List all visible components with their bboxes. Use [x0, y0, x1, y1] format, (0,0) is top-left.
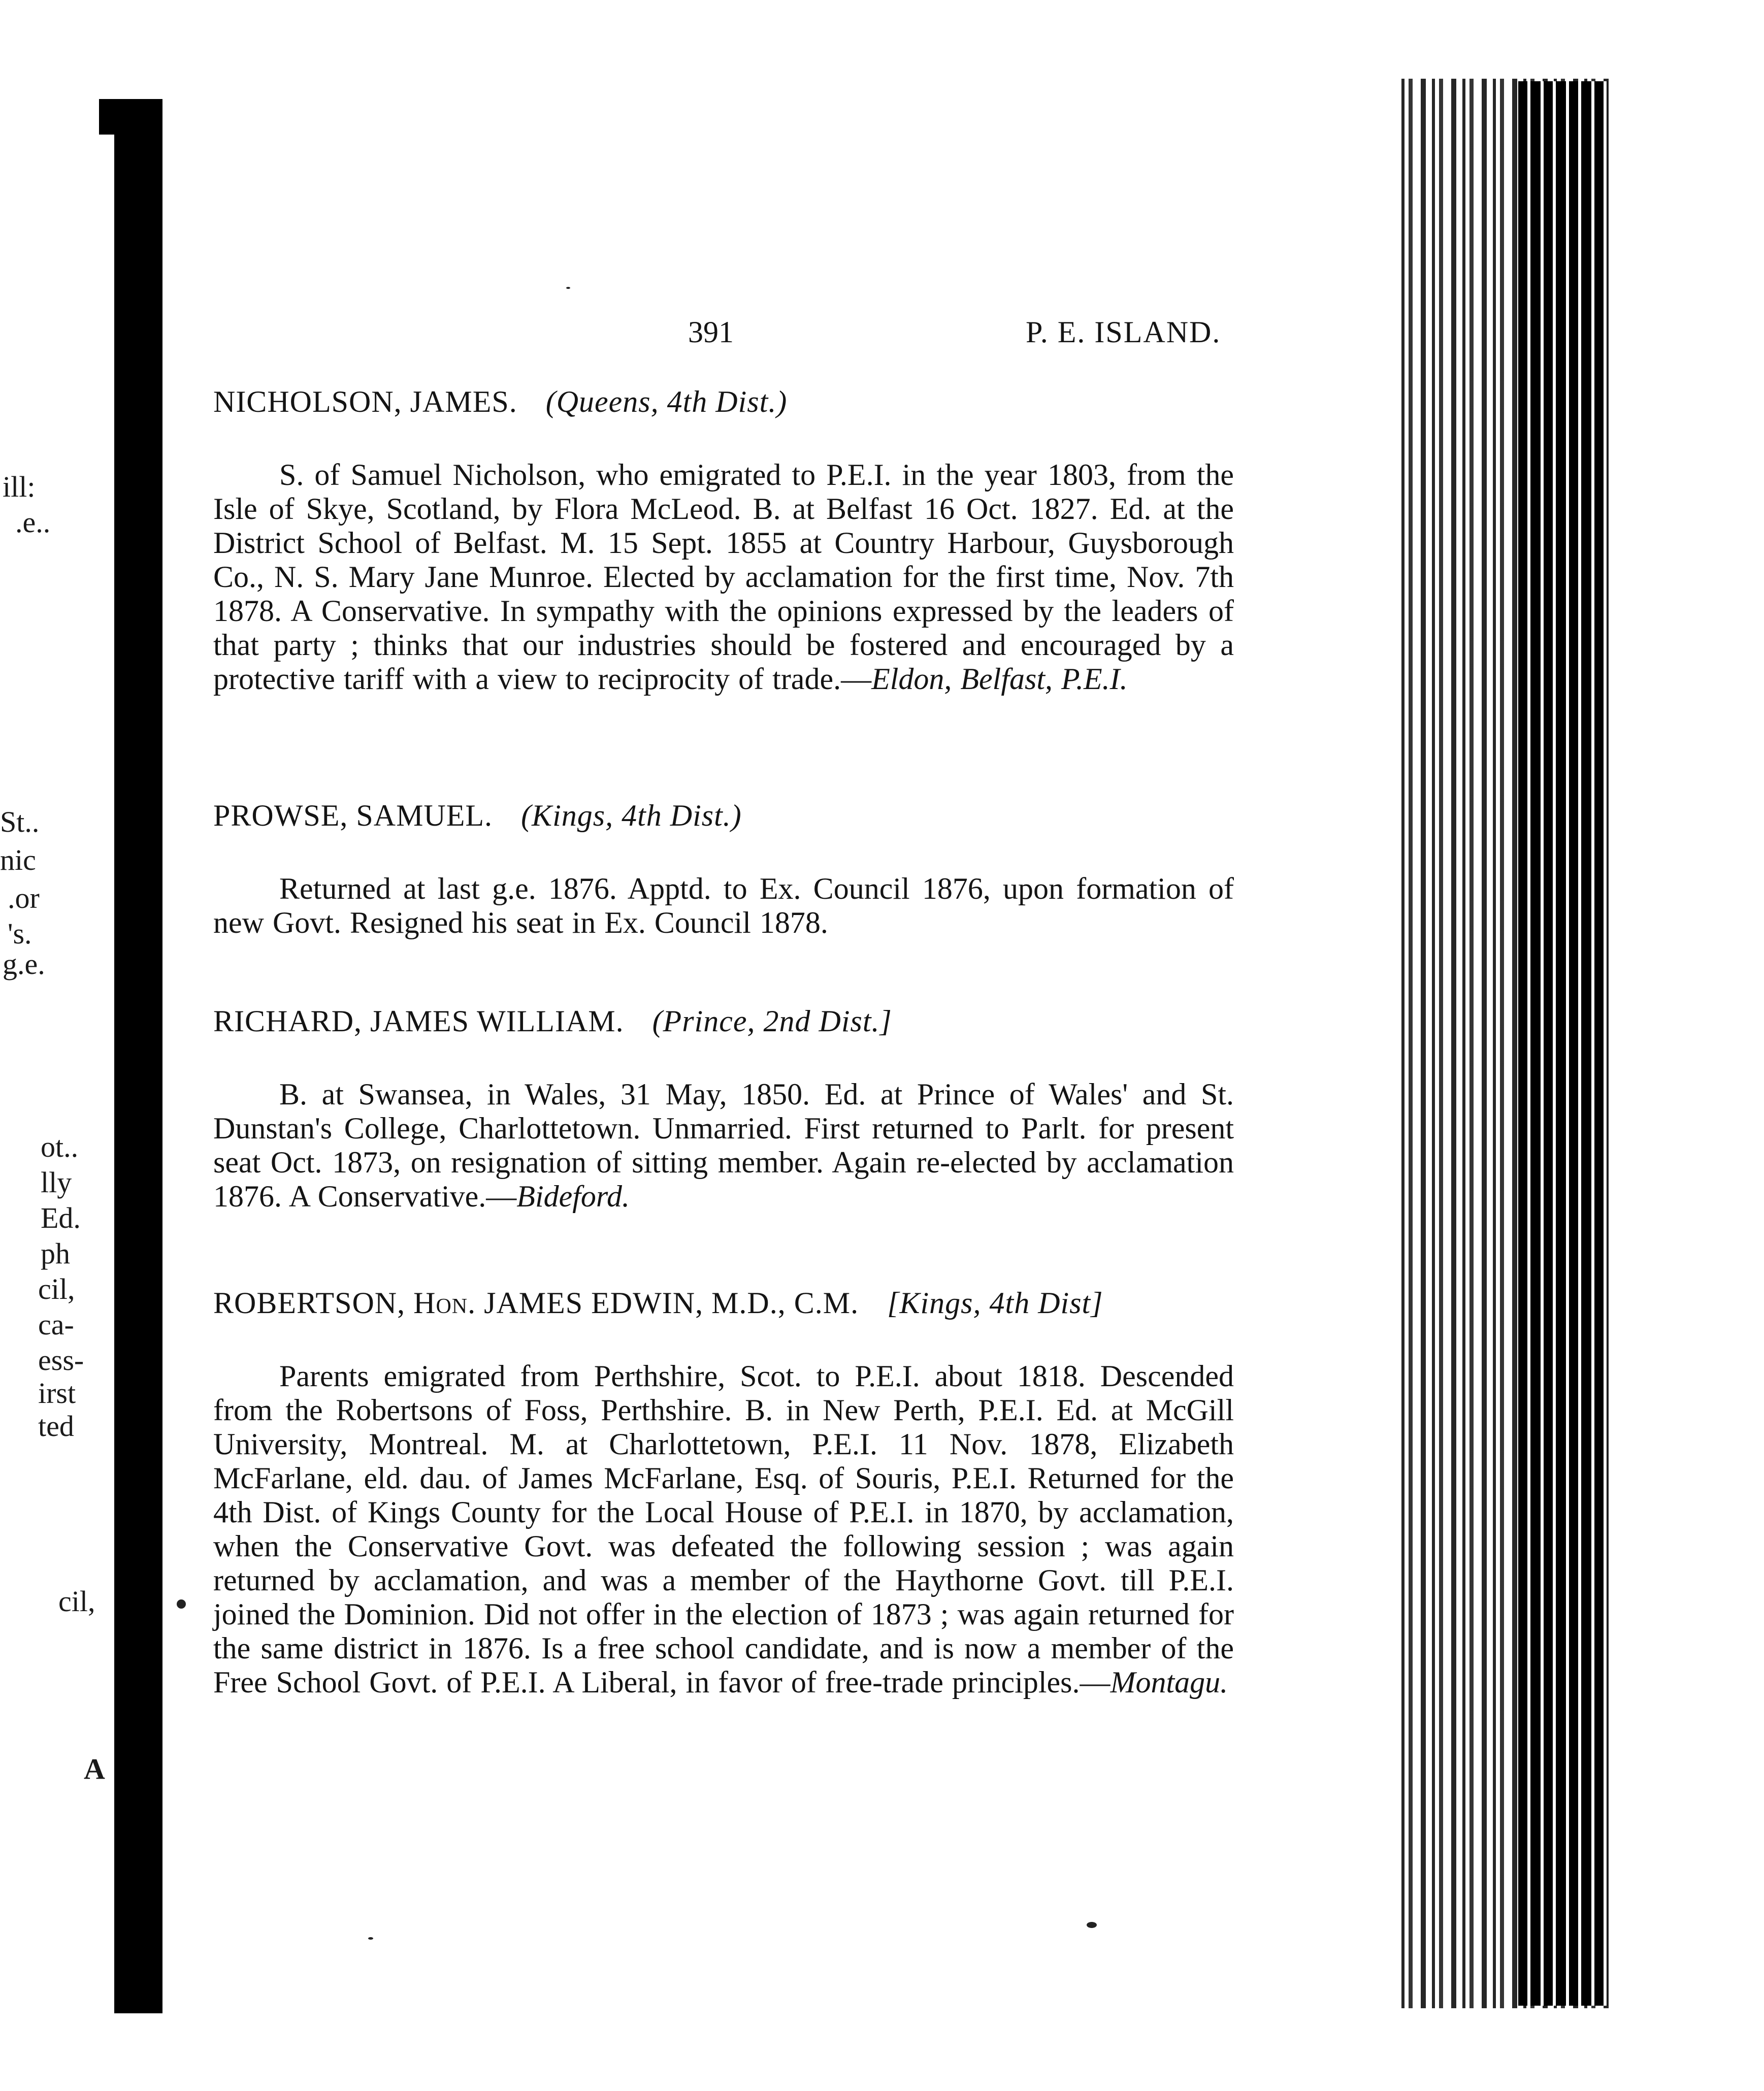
page-edge-dark-stripes [1518, 81, 1607, 2006]
scan-speck [368, 1937, 373, 1940]
entry-district: (Prince, 2nd Dist.] [652, 1004, 892, 1038]
entry-heading [213, 383, 1234, 420]
entry-body-text: B. at Swansea, in Wales, 31 May, 1850. Ed. at Prince of Wales' and St. Dunstan's College, Charlottetown. Unmarried. First returned to Parlt. for present seat Oct. 1873, on resignation of sitting member. Again re-elected by acclamation 1876. A Conservative.— [213, 1077, 1234, 1213]
biography-entry [213, 1285, 1234, 1700]
margin-fragment: 's. [8, 917, 32, 950]
margin-fragment: Ed. [41, 1201, 81, 1234]
entry-name: NICHOLSON, JAMES. [213, 385, 517, 418]
book-binding-shadow [114, 99, 162, 2013]
entry-district: (Kings, 4th Dist.) [521, 799, 742, 832]
entry-residence: Bideford. [516, 1180, 630, 1213]
running-title: P. E. ISLAND. [1026, 315, 1221, 349]
margin-fragment: ted [38, 1410, 74, 1443]
scan-speck [1087, 1922, 1097, 1928]
margin-fragment: St.. [0, 805, 40, 838]
margin-fragment: irst [38, 1377, 76, 1410]
entry-body [213, 458, 1234, 696]
margin-fragment: ill: [3, 470, 36, 503]
margin-fragment: .or [8, 881, 40, 914]
biography-entry [213, 1003, 1234, 1214]
entry-body [213, 1359, 1234, 1700]
margin-fragment: ot.. [41, 1130, 79, 1163]
entry-district: [Kings, 4th Dist] [887, 1286, 1103, 1320]
margin-fragment: g.e. [3, 948, 45, 981]
entry-residence: Eldon, Belfast, P.E.I. [871, 662, 1128, 696]
margin-fragment: lly [41, 1166, 72, 1199]
margin-fragment: ess- [38, 1344, 84, 1377]
scan-speck [566, 287, 570, 289]
entry-heading [213, 1285, 1234, 1321]
margin-fragment: cil, [38, 1272, 75, 1305]
entry-body-text: S. of Samuel Nicholson, who emigrated to P.E.I. in the year 1803, from the Isle of Skye, Scotland, by Flora McLeod. B. at Belfast 16 Oct. 1827. Ed. at the District School of Belfast. M. 15 Sept. 1855 at Country Harbour, Guysborough Co., N. S. Mary Jane Munroe. Elected by acclamation for the first time, Nov. 7th 1878. A Conservative. In sympathy with the opinions expressed by the leaders of that party ; thinks that our industries should be fostered and encouraged by a protective tariff with a view to reciprocity of trade.— [213, 458, 1234, 696]
margin-fragment: .e.. [15, 506, 51, 539]
margin-fragment: nic [0, 843, 36, 876]
margin-fragment: ca- [38, 1308, 74, 1341]
entry-body-text: Returned at last g.e. 1876. Apptd. to Ex. Council 1876, upon formation of new Govt. Resigned his seat in Ex. Council 1878. [213, 872, 1234, 939]
biography-entry [213, 797, 1234, 940]
margin-fragment: cil, [58, 1585, 95, 1618]
entry-body [213, 872, 1234, 940]
entry-body [213, 1077, 1234, 1214]
scan-speck [177, 1599, 186, 1609]
entry-heading [213, 797, 1234, 834]
page-number: 391 [688, 315, 734, 349]
margin-fragment: ph [41, 1237, 70, 1270]
margin-fragment: A [84, 1752, 105, 1785]
entry-residence: Montagu. [1110, 1665, 1228, 1699]
entry-name: RICHARD, JAMES WILLIAM. [213, 1004, 624, 1038]
entry-district: (Queens, 4th Dist.) [545, 385, 788, 418]
entry-name: ROBERTSON, Hon. JAMES EDWIN, M.D., C.M. [213, 1286, 859, 1320]
entry-body-text: Parents emigrated from Perthshire, Scot. to P.E.I. about 1818. Descended from the Robertsons of Foss, Perthshire. B. in New Perth, P.E.I. Ed. at McGill University, Montreal. M. at Charlottetown, P.E.I. 11 Nov. 1878, Elizabeth McFarlane, eld. dau. of James McFarlane, Esq. of Souris, P.E.I. Returned for the 4th Dist. of Kings County for the Local House of P.E.I. in 1870, by acclamation, when the Conservative Govt. was defeated the following session ; was again returned by acclamation, and was a member of the Haythorne Govt. till P.E.I. joined the Dominion. Did not offer in the election of 1873 ; was again returned for the same district in 1876. Is a free school candidate, and is now a member of the Free School Govt. of P.E.I. A Liberal, in favor of free-trade principles.— [213, 1359, 1234, 1699]
entry-heading [213, 1003, 1234, 1039]
biography-entry [213, 383, 1234, 696]
entry-name: PROWSE, SAMUEL. [213, 799, 493, 832]
